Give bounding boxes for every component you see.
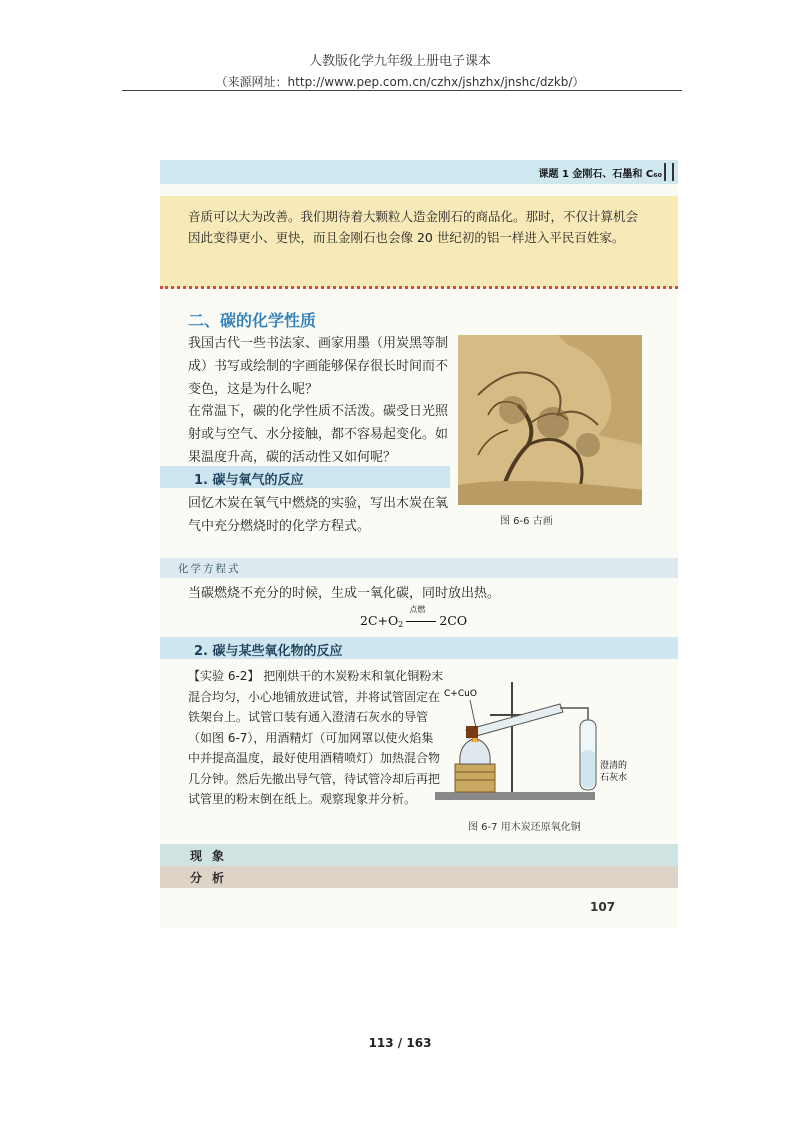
- phenomenon-row: [160, 844, 678, 866]
- chapter-band: [160, 160, 678, 184]
- equation-bar: [160, 558, 678, 578]
- ancient-painting-image: [458, 335, 642, 505]
- intro-box: [160, 196, 678, 288]
- equation-condition: 点燃: [409, 605, 426, 614]
- chapter-header: 课题 1 金刚石、石墨和 C₆₀: [538, 169, 662, 180]
- chapter-bars-decoration: [664, 163, 674, 181]
- header-rule: [122, 90, 682, 91]
- figure-6-7-caption: 图 6-7 用木炭还原氧化铜: [468, 822, 581, 833]
- book-page-number: 107: [590, 900, 616, 914]
- label-limewater-1: 澄清的: [600, 761, 628, 771]
- intro-text: 音质可以大为改善。我们期待着大颗粒人造金刚石的商品化。那时，不仅计算机会因此变得更小、更快，而且金刚石也会像 20 世纪初的铝一样进入平民百姓家。: [188, 209, 639, 245]
- subsection-bar-oxygen: [160, 466, 450, 488]
- lab-apparatus-diagram: [430, 680, 650, 810]
- paragraph-ink-question: 我国古代一些书法家、画家用墨（用炭黑等制成）书写或绘制的字画能够保存很长时间而不变色，这是为什么呢？: [188, 336, 449, 397]
- subsection-bar-oxides: [160, 637, 678, 659]
- paragraph-recall: 回忆木炭在氧气中燃烧的实验，写出木炭在氧气中充分燃烧时的化学方程式。: [188, 496, 449, 534]
- figure-6-6-caption: 图 6-6 古画: [500, 516, 553, 527]
- equation-bar-label: 化学方程式: [178, 563, 241, 575]
- subsection-title-oxygen: 1. 碳与氧气的反应: [194, 473, 304, 488]
- label-limewater-2: 石灰水: [600, 773, 628, 783]
- analysis-row: [160, 866, 678, 888]
- equation-subscript: 2: [398, 620, 404, 629]
- textbook-page-scan: [160, 160, 678, 928]
- page-counter: 113 / 163: [368, 1036, 432, 1050]
- chemical-equation: [360, 605, 468, 629]
- subsection-title-oxides: 2. 碳与某些氧化物的反应: [194, 644, 343, 659]
- document-title: 人教版化学九年级上册电子课本: [308, 54, 491, 69]
- equation-arrow: [406, 605, 436, 622]
- paragraph-incomplete-combustion: 当碳燃烧不充分的时候，生成一氧化碳，同时放出热。: [188, 586, 501, 601]
- equation-left: 2C+O: [360, 613, 399, 628]
- paragraph-carbon-stability: 在常温下，碳的化学性质不活泼。碳受日光照射或与空气、水分接触，都不容易起变化。如果温度升高，碳的活动性又如何呢？: [188, 404, 449, 465]
- analysis-label: 分析: [190, 871, 235, 885]
- section-title: 二、碳的化学性质: [188, 311, 317, 330]
- label-c-cuo: C+CuO: [444, 689, 477, 699]
- dotted-divider: [160, 286, 678, 289]
- phenomenon-label: 现象: [190, 849, 235, 863]
- equation-right: 2CO: [439, 613, 468, 628]
- document-header: [0, 52, 800, 92]
- paragraph-experiment-6-2: 【实验 6-2】 把刚烘干的木炭粉末和氧化铜粉末混合均匀，小心地铺放进试管，并将试管固定在铁架台上。试管口装有通入澄清石灰水的导管（如图 6-7），用酒精灯（可加网罩以使火焰集中并提高温度，最好使用酒精喷灯）加热混合物几分钟。然后先撤出导气管，待试管冷却后再把试管里的粉末倒在纸上。观察现象并分析。: [188, 669, 444, 806]
- source-url: （来源网址：http://www.pep.com.cn/czhx/jshzhx/jnshc/dzkb/）: [215, 75, 585, 89]
